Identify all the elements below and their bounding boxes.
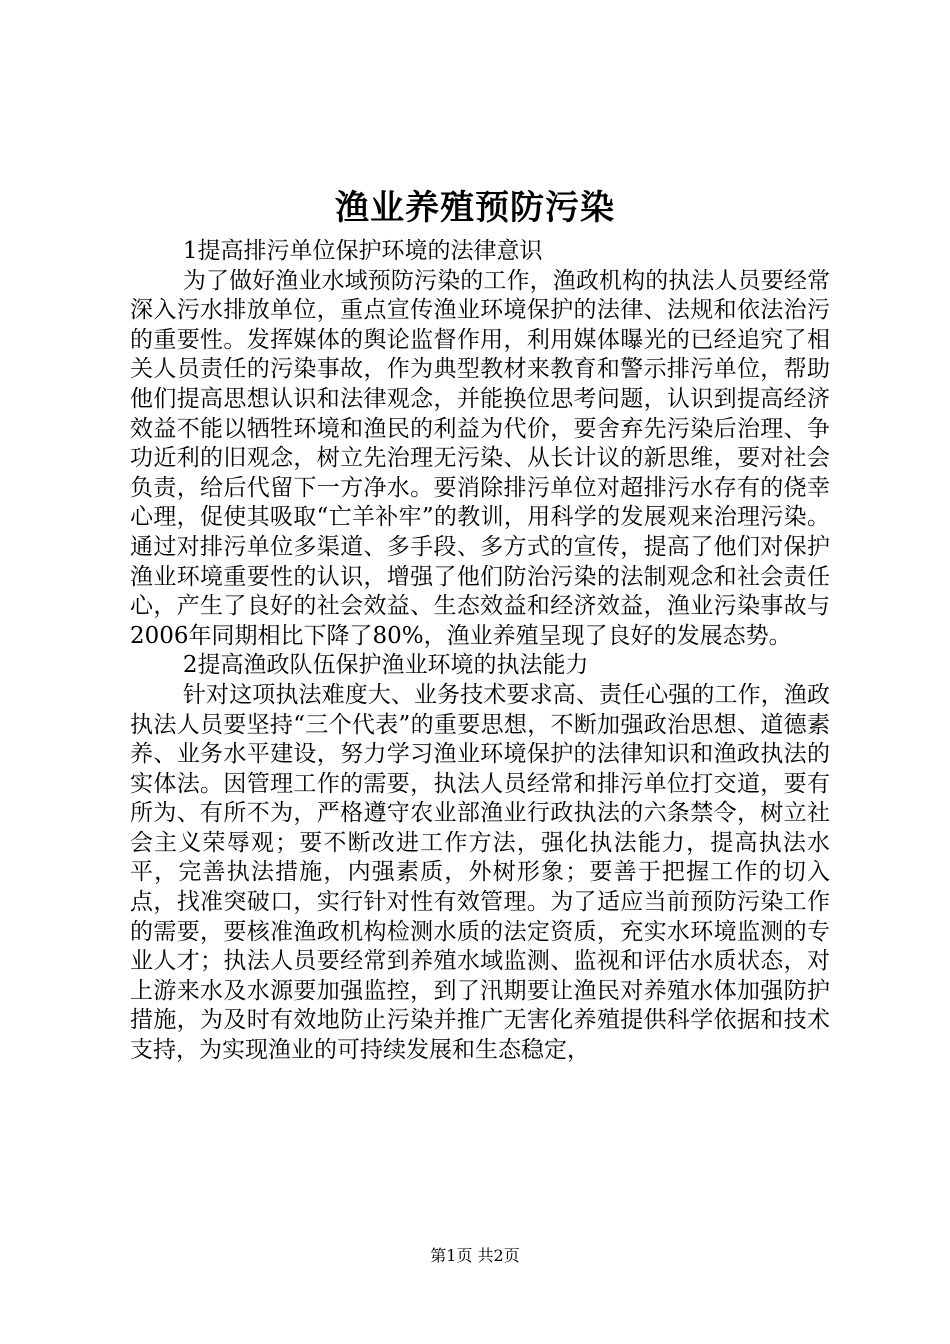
document-title: 渔业养殖预防污染 — [335, 188, 615, 228]
paragraph-2: 针对这项执法难度大、业务技术要求高、责任心强的工作，渔政执法人员要坚持“三个代表”的重要思想，不断加强政治思想、道德素养、业务水平建设，努力学习渔业环境保护的法律知识和渔政执法的实体法。因管理工作的需要，执法人员经常和排污单位打交道，要有所为、有所不为，严格遵守农业部渔业行政执法的六条禁令，树立社会主义荣辱观；要不断改进工作方法，强化执法能力，提高执法水平，完善执法措施，内强素质，外树形象；要善于把握工作的切入点，找准突破口，实行针对性有效管理。为了适应当前预防污染工作的需要，要核准渔政机构检测水质的法定资质，充实水环境监测的专业人才；执法人员要经常到养殖水域监测、监视和评估水质状态，对上游来水及水源要加强监控，到了汛期要让渔民对养殖水体加强防护措施，为及时有效地防止污染并推广无害化养殖提供科学依据和技术支持，为实现渔业的可持续发展和生态稳定， — [130, 681, 830, 1064]
document-body — [130, 237, 830, 1066]
section-heading-1: 1提高排污单位保护环境的法律意识 — [182, 238, 543, 264]
section-heading-2: 2提高渔政队伍保护渔业环境的执法能力 — [182, 652, 589, 679]
paragraph-1: 为了做好渔业水域预防污染的工作，渔政机构的执法人员要经常深入污水排放单位，重点宣传渔业环境保护的法律、法规和依法治污的重要性。发挥媒体的舆论监督作用，利用媒体曝光的已经追究了相关人员责任的污染事故，作为典型教材来教育和警示排污单位，帮助他们提高思想认识和法律观念，并能换位思考问题，认识到提高经济效益不能以牺牲环境和渔民的利益为代价，要舍弃先污染后治理、争功近利的旧观念，树立先治理无污染、从长计议的新思维，要对社会负责，给后代留下一方净水。要消除排污单位对超排污水存有的侥幸心理，促使其吸取“亡羊补牢”的教训，用科学的发展观来治理污染。通过对排污单位多渠道、多手段、多方式的宣传，提高了他们对保护渔业环境重要性的认识，增强了他们防治污染的法制观念和社会责任心，产生了良好的社会效益、生态效益和经济效益，渔业污染事故与2006年同期相比下降了80%，渔业养殖呈现了良好的发展态势。 — [130, 267, 830, 649]
page-footer: 第1页 共2页 — [430, 1246, 520, 1265]
